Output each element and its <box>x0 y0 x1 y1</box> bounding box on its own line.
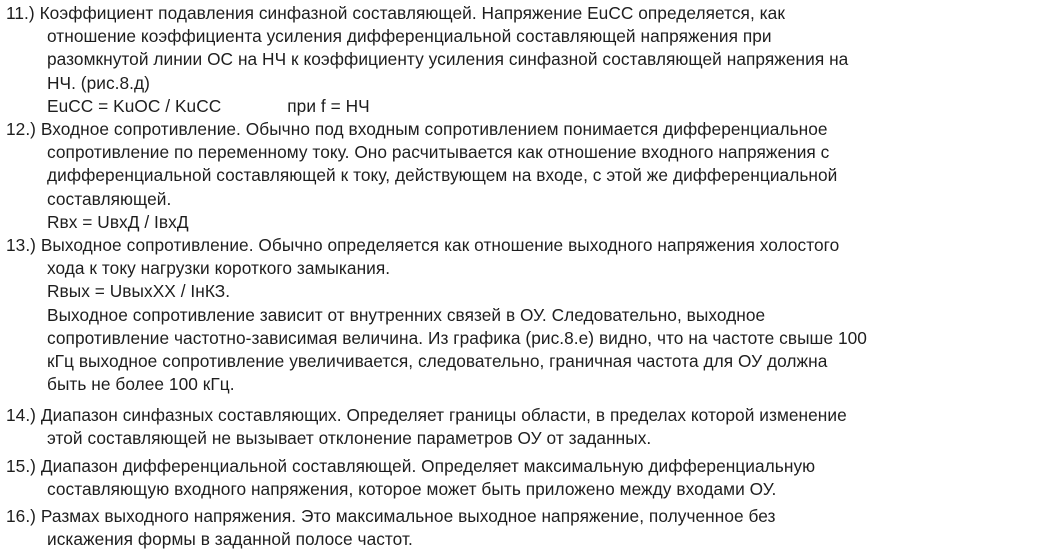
list-item-11 <box>6 2 1046 118</box>
item-body <box>6 257 1046 396</box>
item-number: 14.) <box>6 405 36 425</box>
item-text: хода к току нагрузки короткого замыкания. <box>47 258 391 279</box>
item-text: Размах выходного напряжения. Это максимальное выходное напряжение, полученное без <box>40 506 776 526</box>
item-body <box>6 25 1046 118</box>
formula-condition: при f = НЧ <box>287 95 370 116</box>
item-text: дифференциальной составляющей к току, действующем на входе, с этой же дифференциальной <box>47 165 838 186</box>
list-item-15 <box>6 455 1046 501</box>
item-text: Входное сопротивление. Обычно под входным сопротивлением понимается дифференциальное <box>40 119 828 139</box>
list-item-16 <box>6 505 1046 551</box>
item-text: Выходное сопротивление зависит от внутренних связей в ОУ. Следовательно, выходное <box>47 304 766 325</box>
item-first-line <box>6 2 1046 25</box>
list-item-14 <box>6 404 1046 450</box>
item-first-line <box>6 234 1046 257</box>
item-first-line <box>6 404 1046 427</box>
item-first-line <box>6 505 1046 528</box>
item-text: Выходное сопротивление. Обычно определяется как отношение выходного напряжения холостого <box>40 235 840 255</box>
item-number: 11.) <box>6 3 35 23</box>
item-first-line <box>6 118 1046 141</box>
item-text: Диапазон дифференциальной составляющей. Определяет максимальную дифференциальную <box>40 456 816 476</box>
item-text: разомкнутой линии ОС на НЧ к коэффициенту усиления синфазной составляющей напряжения на <box>47 49 849 70</box>
item-number: 13.) <box>6 235 36 255</box>
item-text: составляющей. <box>47 188 172 209</box>
formula-line <box>47 95 1046 118</box>
item-text: искажения формы в заданной полосе частот. <box>47 529 413 550</box>
item-text: Диапазон синфазных составляющих. Определяет границы области, в пределах которой изменение <box>40 405 847 425</box>
item-body <box>6 427 1046 450</box>
formula: EuCC = KuOC / KuCC <box>47 95 222 116</box>
formula: Rвых = UвыхXX / IнКЗ. <box>47 281 231 302</box>
item-text: составляющую входного напряжения, которое может быть приложено между входами ОУ. <box>47 479 777 500</box>
list-item-13 <box>6 234 1046 396</box>
item-text: этой составляющей не вызывает отклонение параметров ОУ от заданных. <box>47 428 652 449</box>
item-text: Коэффициент подавления синфазной составляющей. Напряжение EuCC определяется, как <box>39 3 785 23</box>
item-text: НЧ. (рис.8.д) <box>47 72 150 93</box>
item-body <box>6 478 1046 501</box>
item-first-line <box>6 455 1046 478</box>
formula: Rвх = UвхД / IвхД <box>47 211 189 232</box>
item-text: отношение коэффициента усиления дифференциальной составляющей напряжения при <box>47 26 772 47</box>
item-body <box>6 528 1046 551</box>
item-body <box>6 141 1046 234</box>
item-text: быть не более 100 кГц. <box>47 374 235 395</box>
item-number: 12.) <box>6 119 36 139</box>
item-number: 15.) <box>6 456 36 476</box>
list-item-12 <box>6 118 1046 234</box>
item-text: сопротивление по переменному току. Оно расчитывается как отношение входного напряжения с <box>47 142 830 163</box>
item-number: 16.) <box>6 506 36 526</box>
item-text: кГц выходное сопротивление увеличивается, следовательно, граничная частота для ОУ должна <box>47 351 828 372</box>
item-text: сопротивление частотно-зависимая величина. Из графика (рис.8.е) видно, что на частоте свыше 100 <box>47 327 867 348</box>
